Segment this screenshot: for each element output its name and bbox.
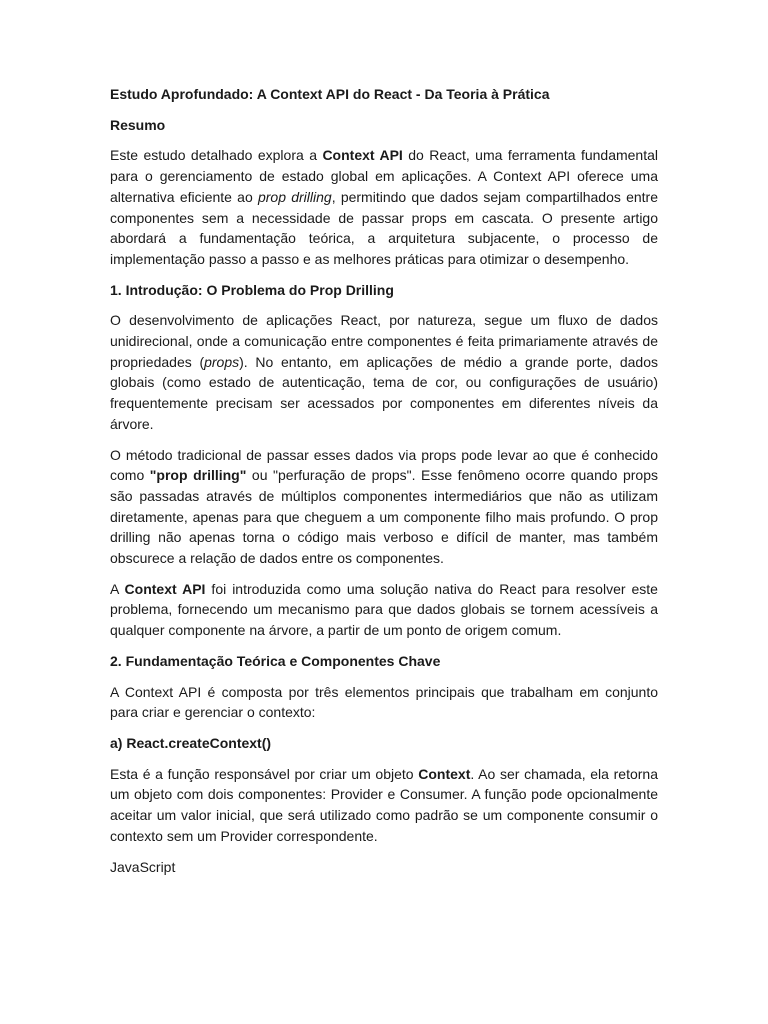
section1-paragraph-2: [110, 445, 658, 569]
resumo-paragraph: [110, 145, 658, 269]
italic-run: prop drilling: [257, 188, 332, 205]
section1-heading: 1. Introdução: O Problema do Prop Drilling: [110, 281, 394, 298]
code-language-label: JavaScript: [110, 858, 176, 875]
bold-run: Context: [418, 765, 471, 782]
document-title: Estudo Aprofundado: A Context API do React - Da Teoria à Prática: [110, 86, 550, 102]
bold-run: Context API: [124, 580, 206, 597]
resumo-heading: Resumo: [110, 116, 166, 133]
text-run: ou "perfuração de props". Esse fenômeno ocorre quando props são passadas através de múltiplos componentes intermediários que não as utilizam diretamente, apenas para que cheguem a um componente filho mais profundo. O prop drilling não apenas torna o código mais verboso e difícil de manter, mas também obscurece a relação de dados entre os componentes.: [110, 467, 658, 567]
subsection-a-heading: a) React.createContext(): [110, 734, 272, 751]
subsection-a-paragraph-1: [110, 764, 658, 847]
bold-run: Context API: [322, 147, 403, 164]
text-run: A: [110, 580, 125, 597]
text-run: ). No entanto, em aplicações de médio a grande porte, dados globais (como estado de autenticação, tema de cor, ou configurações de usuário) frequentemente precisam ser acessados por componentes em diferentes níveis da árvore.: [110, 353, 658, 432]
section1-paragraph-1: [110, 310, 658, 434]
text-run: do React, uma ferramenta fundamental para o gerenciamento de estado global em aplicações. A Context API oferece uma alternativa eficiente ao: [110, 147, 659, 205]
section2-heading: 2. Fundamentação Teórica e Componentes Chave: [110, 652, 441, 669]
text-run: Este estudo detalhado explora a: [110, 147, 323, 164]
text-run: foi introduzida como uma solução nativa do React para resolver este problema, fornecendo um mecanismo para que dados globais se tornem acessíveis a qualquer componente na árvore, a partir de um ponto de origem comum.: [110, 580, 658, 639]
text-run: O desenvolvimento de aplicações React, por natureza, segue um fluxo de dados unidirecional, onde a comunicação entre componentes é feita primariamente através de propriedades (: [110, 312, 658, 370]
bold-run: "prop drilling": [149, 467, 247, 484]
text-run: , permitindo que dados sejam compartilhados entre componentes sem a necessidade de passar props em cascata. O presente artigo abordará a fundamentação teórica, a arquitetura subjacente, o processo de implementação passo a passo e as melhores práticas para otimizar o desempenho.: [110, 188, 658, 267]
text-run: . Ao ser chamada, ela retorna um objeto com dois componentes: Provider e Consumer. A função pode opcionalmente aceitar um valor inicial, que será utilizado como padrão se um componente consumir o contexto sem um Provider correspondente.: [110, 765, 658, 844]
italic-run: props: [204, 353, 240, 370]
section1-paragraph-3: [110, 579, 658, 641]
text-run: Esta é a função responsável por criar um objeto: [110, 765, 419, 782]
text-run: O método tradicional de passar esses dados via props pode levar ao que é conhecido como: [110, 446, 658, 484]
section2-paragraph-1: A Context API é composta por três elementos principais que trabalham em conjunto para criar e gerenciar o contexto:: [110, 683, 658, 721]
